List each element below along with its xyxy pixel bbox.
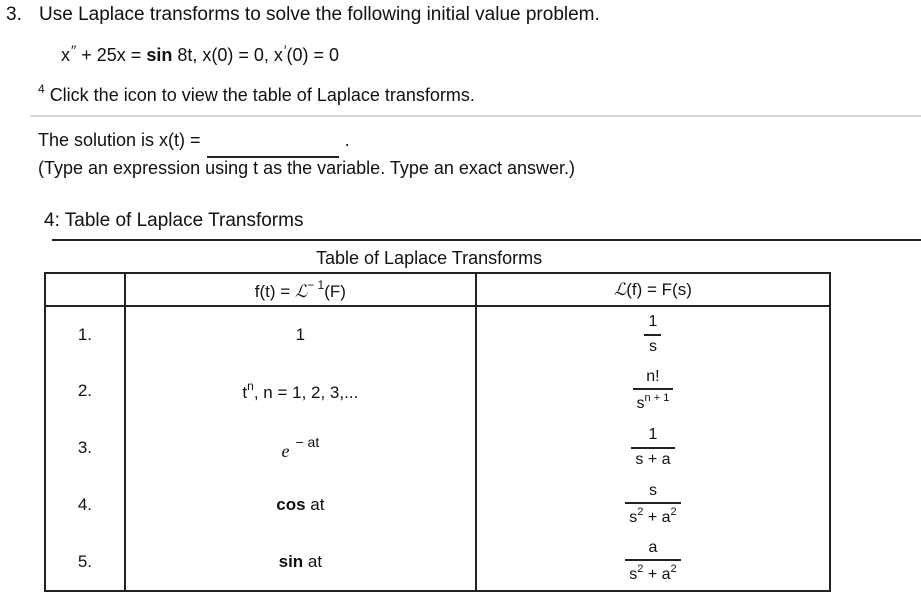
- table-row: [45, 306, 830, 362]
- fraction: $\frac{a}{s^2 + a^2}$: [625, 539, 680, 585]
- header-ft-prefix: f(t) =: [254, 281, 295, 301]
- header-num: [45, 273, 125, 306]
- table-row: [45, 419, 830, 476]
- row-ft: 1: [125, 306, 476, 362]
- row-fs: [476, 419, 830, 476]
- row-fs: [476, 476, 830, 533]
- eq-lhs-var: x: [61, 45, 70, 65]
- fraction: $\frac{s}{s^2 + a^2}$: [625, 482, 680, 528]
- answer-row: [38, 130, 350, 158]
- eq-lhs-rest: + 25x =: [76, 45, 147, 65]
- table-row: [45, 533, 830, 591]
- laplace-table-hint[interactable]: [38, 82, 475, 106]
- hint-icon[interactable]: 4: [38, 82, 45, 96]
- table-caption: Table of Laplace Transforms: [316, 248, 543, 268]
- eq-rhs-func: sin: [146, 45, 173, 65]
- fraction: $\frac{n!}{s^{n + 1}}$: [633, 368, 674, 414]
- eq-lhs-prime: ′′: [71, 42, 77, 58]
- row-number: 5.: [45, 533, 125, 591]
- dialog-title-rule: [52, 239, 921, 241]
- answer-label: The solution is x(t) =: [38, 130, 201, 150]
- fraction: $\frac{1}{s}$: [644, 313, 661, 356]
- hint-text: Click the icon to view the table of Laplace transforms.: [49, 85, 475, 105]
- row-number: 3.: [45, 419, 125, 476]
- differential-equation: [61, 42, 339, 66]
- row-number: 4.: [45, 476, 125, 533]
- fraction: $\frac{1}{s + a}$: [631, 426, 674, 469]
- row-ft: $t^n$, n = 1, 2, 3,...: [125, 362, 476, 419]
- eq-rhs-arg: 8t, x(0) = 0, x: [172, 45, 283, 65]
- row-ft: e $^{- at}$: [125, 419, 476, 476]
- row-fs: [476, 533, 830, 591]
- row-fs: [476, 306, 830, 362]
- eq-ic-prime: ′: [283, 42, 287, 58]
- header-ft-sup: − 1: [307, 277, 325, 292]
- row-ft: cos at: [125, 476, 476, 533]
- table-row: [45, 476, 830, 533]
- section-divider: [30, 115, 921, 117]
- row-number: 1.: [45, 306, 125, 362]
- answer-input[interactable]: [207, 136, 339, 158]
- row-fs: [476, 362, 830, 419]
- laplace-symbol: ℒ: [294, 281, 308, 302]
- row-number: 2.: [45, 362, 125, 419]
- laplace-symbol: ℒ: [614, 279, 627, 300]
- table-header-row: [45, 273, 830, 306]
- header-ft-suffix: (F): [324, 281, 346, 301]
- question-prompt: Use Laplace transforms to solve the following initial value problem.: [39, 4, 600, 25]
- answer-suffix: .: [344, 130, 350, 150]
- laplace-table: [44, 272, 831, 592]
- answer-instruction: (Type an expression using t as the variable. Type an exact answer.): [38, 158, 575, 178]
- question-number: 3.: [6, 4, 22, 25]
- eq-ic-rest: (0) = 0: [286, 45, 340, 65]
- header-ft: [125, 273, 476, 306]
- table-row: [45, 362, 830, 419]
- dialog-title: 4: Table of Laplace Transforms: [44, 210, 304, 231]
- row-ft: sin at: [125, 533, 476, 591]
- header-fs: [476, 273, 830, 306]
- header-fs-suffix: (f) = F(s): [626, 279, 692, 299]
